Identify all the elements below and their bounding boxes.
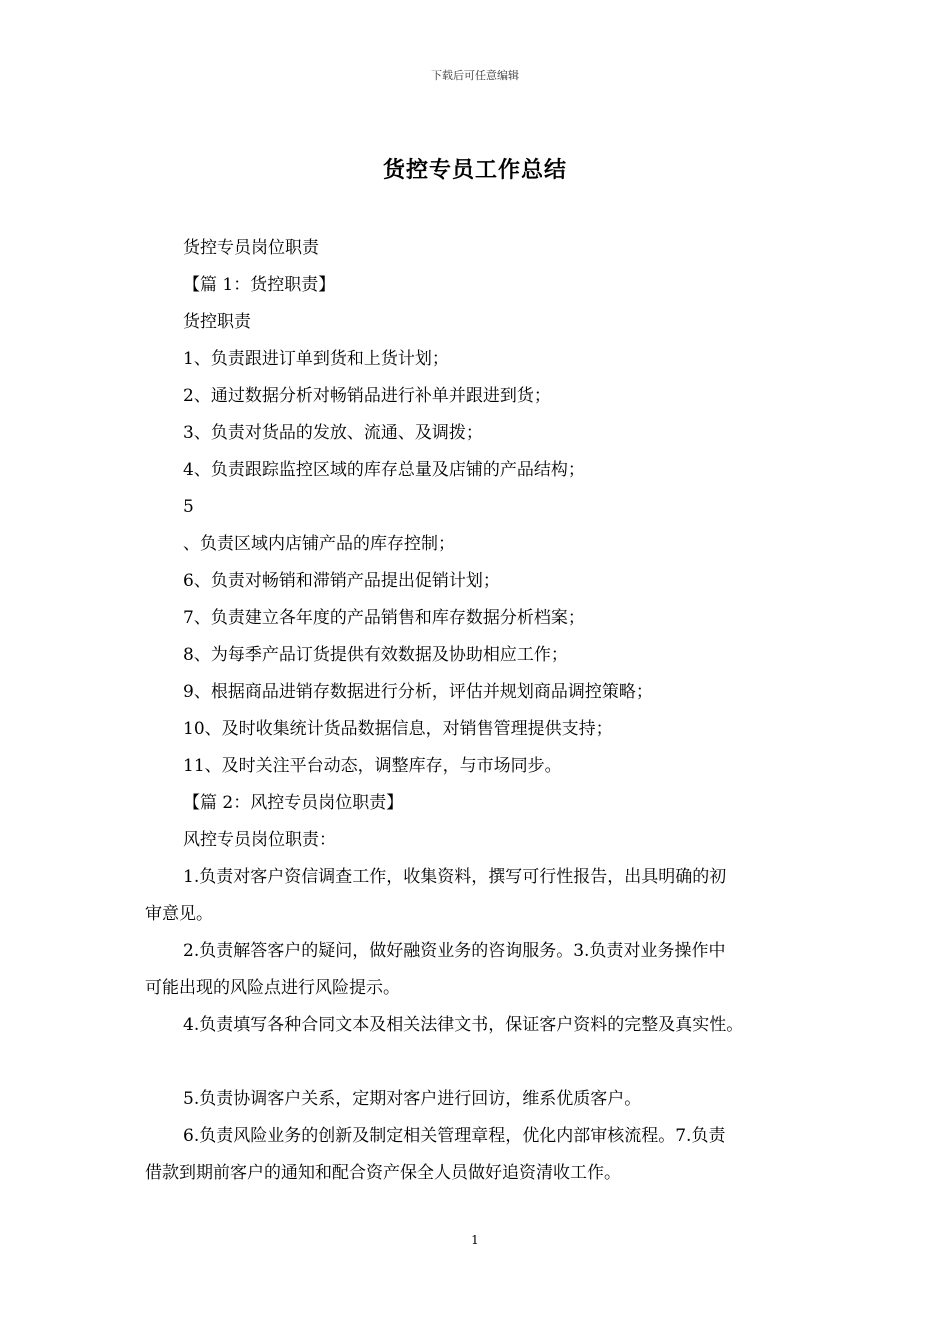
duty-item: 11、及时关注平台动态，调整库存，与市场同步。 — [183, 756, 562, 776]
risk-duty-item-continued: 借款到期前客户的通知和配合资产保全人员做好追资清收工作。 — [145, 1163, 621, 1183]
risk-duty-item: 6.负责风险业务的创新及制定相关管理章程，优化内部审核流程。7.负责 — [183, 1126, 726, 1146]
duty-item: 9、根据商品进销存数据进行分析，评估并规划商品调控策略； — [183, 682, 653, 702]
download-note: 下载后可任意编辑 — [431, 69, 519, 82]
subsection-heading: 货控职责 — [183, 312, 251, 332]
risk-duty-item: 2.负责解答客户的疑问，做好融资业务的咨询服务。3.负责对业务操作中 — [183, 941, 726, 961]
chapter-heading: 【篇 1：货控职责】 — [183, 275, 336, 295]
paragraph-spacer — [145, 1044, 825, 1081]
chapter-heading: 【篇 2：风控专员岗位职责】 — [183, 793, 404, 813]
risk-duty-item: 5.负责协调客户关系，定期对客户进行回访，维系优质客户。 — [183, 1089, 642, 1109]
section-heading: 货控专员岗位职责 — [183, 238, 319, 258]
document-title: 货控专员工作总结 — [382, 157, 567, 183]
duty-item-number: 5 — [183, 497, 194, 517]
risk-duty-item-continued: 可能出现的风险点进行风险提示。 — [145, 978, 400, 998]
risk-duty-item: 1.负责对客户资信调查工作，收集资料，撰写可行性报告，出具明确的初 — [183, 867, 727, 887]
duty-item: 、负责区域内店铺产品的库存控制； — [183, 534, 455, 554]
risk-duty-item-continued: 审意见。 — [145, 904, 213, 924]
duty-item: 8、为每季产品订货提供有效数据及协助相应工作； — [183, 645, 568, 665]
duty-item: 1、负责跟进订单到货和上货计划； — [183, 349, 449, 369]
duty-item: 6、负责对畅销和滞销产品提出促销计划； — [183, 571, 500, 591]
duty-item: 4、负责跟踪监控区域的库存总量及店铺的产品结构； — [183, 460, 585, 480]
risk-duty-item: 4.负责填写各种合同文本及相关法律文书，保证客户资料的完整及真实性。 — [183, 1015, 744, 1035]
duty-item: 10、及时收集统计货品数据信息，对销售管理提供支持； — [183, 719, 613, 739]
duty-item: 7、负责建立各年度的产品销售和库存数据分析档案； — [183, 608, 585, 628]
duty-item: 3、负责对货品的发放、流通、及调拨； — [183, 423, 483, 443]
document-body — [145, 230, 825, 1192]
page-number: 1 — [471, 1233, 479, 1247]
subsection-heading: 风控专员岗位职责： — [183, 830, 336, 850]
duty-item: 2、通过数据分析对畅销品进行补单并跟进到货； — [183, 386, 551, 406]
